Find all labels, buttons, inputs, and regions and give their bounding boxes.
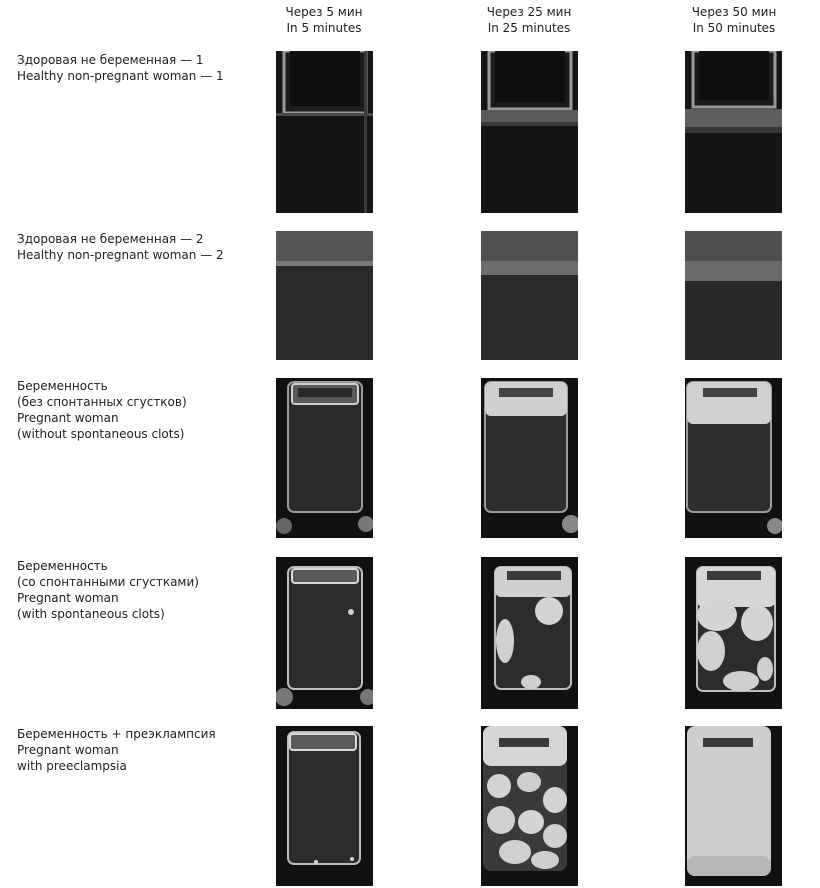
cuvette-photo-pregnant-noclots-5min [276, 378, 373, 538]
column-header-50min [664, 4, 804, 36]
row-label-line: Pregnant woman [17, 591, 119, 605]
column-header-ru: Через 50 мин [691, 5, 777, 19]
row-label-line: with preeclampsia [17, 759, 127, 773]
column-header-5min [254, 4, 394, 36]
row-label-line: Беременность [17, 379, 108, 393]
row-label-line: Pregnant woman [17, 743, 119, 757]
cuvette-photo-healthy2-25min [481, 231, 578, 360]
column-header-ru: Через 25 мин [486, 5, 572, 19]
cuvette-photo-healthy1-25min [481, 51, 578, 213]
row-label-pregnant-clots [17, 558, 247, 622]
column-header-en: In 25 minutes [487, 21, 571, 35]
row-label-line: Беременность + преэклампсия [17, 727, 216, 741]
row-label-line: Здоровая не беременная — 2 [17, 232, 204, 246]
cuvette-photo-healthy1-5min [276, 51, 373, 213]
cuvette-photo-healthy2-5min [276, 231, 373, 360]
cuvette-photo-pregnant-clots-25min [481, 557, 578, 709]
row-label-line: (without spontaneous clots) [17, 427, 185, 441]
column-header-en: In 5 minutes [286, 21, 362, 35]
cuvette-photo-healthy2-50min [685, 231, 782, 360]
row-label-line: (без спонтанных сгустков) [17, 395, 187, 409]
column-header-25min [459, 4, 599, 36]
cuvette-photo-healthy1-50min [685, 51, 782, 213]
row-label-line: Healthy non-pregnant woman — 2 [17, 248, 224, 262]
row-label-line: Pregnant woman [17, 411, 119, 425]
row-label-healthy-1 [17, 52, 247, 84]
cuvette-photo-preeclampsia-5min [276, 726, 373, 886]
cuvette-photo-pregnant-noclots-50min [685, 378, 782, 538]
cuvette-photo-preeclampsia-25min [481, 726, 578, 886]
row-label-line: Здоровая не беременная — 1 [17, 53, 204, 67]
row-label-line: (with spontaneous clots) [17, 607, 165, 621]
cuvette-photo-pregnant-clots-50min [685, 557, 782, 709]
row-label-line: Беременность [17, 559, 108, 573]
row-label-pregnant-no-clots [17, 378, 247, 442]
cuvette-photo-pregnant-clots-5min [276, 557, 373, 709]
row-label-line: (со спонтанными сгустками) [17, 575, 199, 589]
column-header-en: In 50 minutes [692, 21, 776, 35]
row-label-line: Healthy non-pregnant woman — 1 [17, 69, 224, 83]
row-label-preeclampsia [17, 726, 247, 774]
row-label-healthy-2 [17, 231, 247, 263]
column-header-ru: Через 5 мин [285, 5, 363, 19]
cuvette-photo-preeclampsia-50min [685, 726, 782, 886]
cuvette-photo-pregnant-noclots-25min [481, 378, 578, 538]
